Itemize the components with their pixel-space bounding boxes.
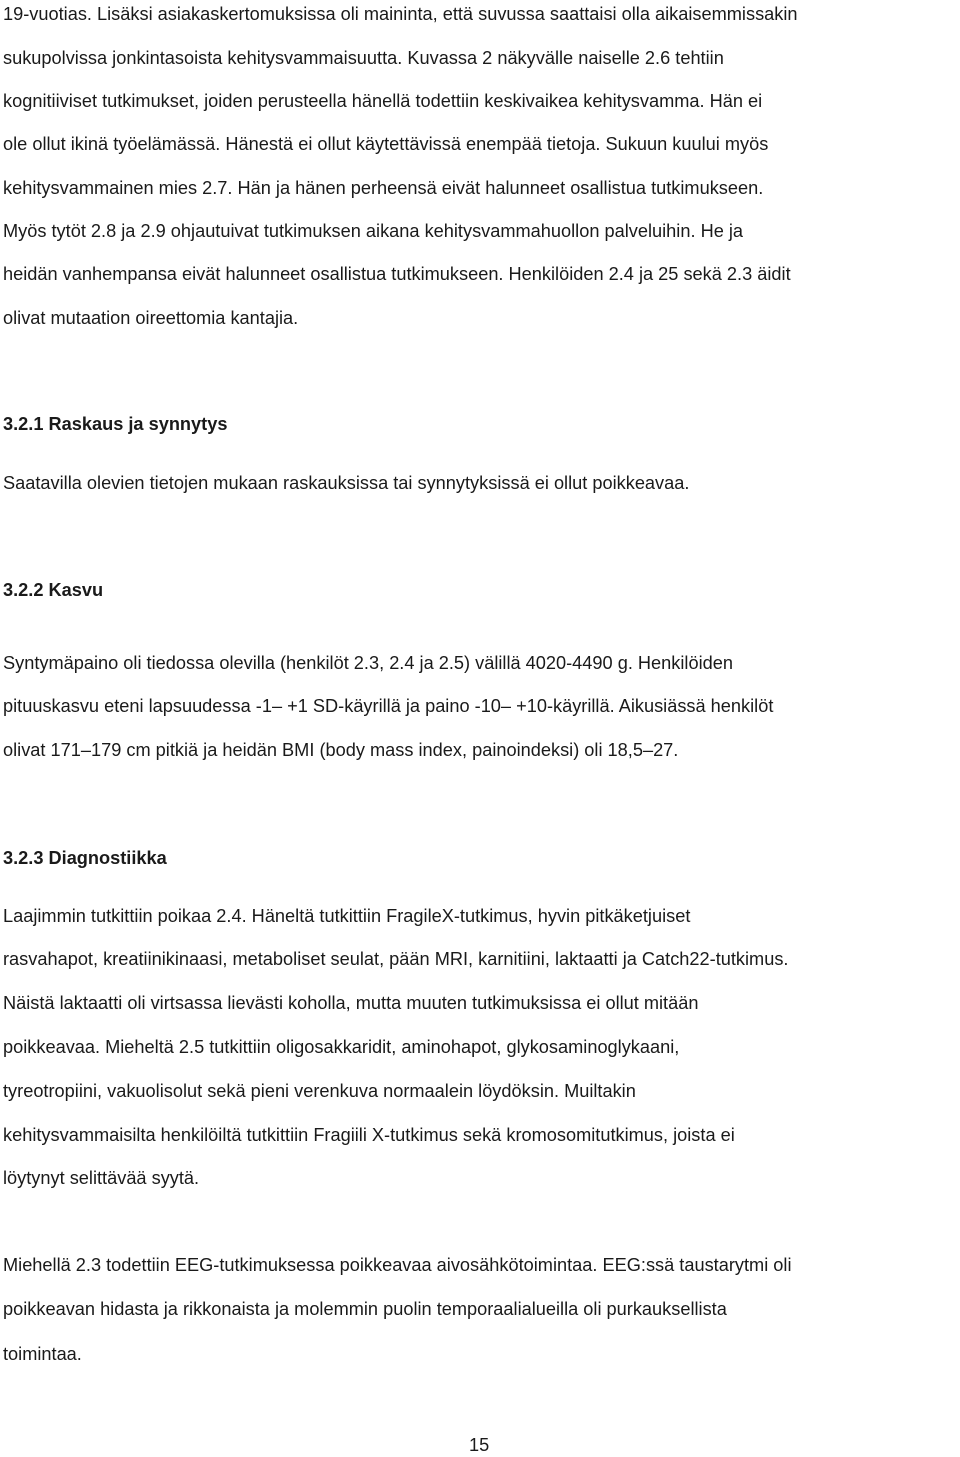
body-text-line: kehitysvammainen mies 2.7. Hän ja hänen perheensä eivät halunneet osallistua tutkimukseen. [3,178,764,198]
section-heading: 3.2.1 Raskaus ja synnytys [3,414,228,434]
body-text-line: Näistä laktaatti oli virtsassa lievästi koholla, mutta muuten tutkimuksissa ei ollut mitään [3,993,699,1013]
body-text-line: ole ollut ikinä työelämässä. Hänestä ei ollut käytettävissä enempää tietoja. Sukuun kuului myös [3,134,769,154]
body-text-line: poikkeavan hidasta ja rikkonaista ja molemmin puolin temporaalialueilla oli purkauksellista [3,1299,727,1319]
page-number: 15 [469,1435,490,1455]
body-text-line: Myös tytöt 2.8 ja 2.9 ohjautuivat tutkimuksen aikana kehitysvammahuollon palveluihin. He ja [3,221,744,241]
section-heading: 3.2.2 Kasvu [3,580,104,600]
body-text-line: tyreotropiini, vakuolisolut sekä pieni verenkuva normaalein löydöksin. Muiltakin [3,1081,636,1101]
body-text-line: Laajimmin tutkittiin poikaa 2.4. Häneltä tutkittiin FragileX-tutkimus, hyvin pitkäketjuiset [3,906,691,926]
body-text-line: sukupolvissa jonkintasoista kehitysvammaisuutta. Kuvassa 2 näkyvälle naiselle 2.6 tehtiin [3,48,724,68]
body-text-line: löytynyt selittävää syytä. [3,1168,200,1188]
body-text-line: heidän vanhempansa eivät halunneet osallistua tutkimukseen. Henkilöiden 2.4 ja 25 sekä 2.3 äidit [3,264,791,284]
body-text-line: kehitysvammaisilta henkilöiltä tutkittiin Fragiili X-tutkimus sekä kromosomitutkimus, joista ei [3,1125,735,1145]
body-text-line: 19-vuotias. Lisäksi asiakaskertomuksissa oli maininta, että suvussa saattaisi olla aikaisemmissakin [3,4,798,24]
body-text-line: poikkeavaa. Mieheltä 2.5 tutkittiin oligosakkaridit, aminohapot, glykosaminoglykaani, [3,1037,680,1057]
body-text-line: pituuskasvu eteni lapsuudessa -1– +1 SD-käyrillä ja paino -10– +10-käyrillä. Aikusiässä henkilöt [3,696,774,716]
body-text-line: rasvahapot, kreatiinikinaasi, metaboliset seulat, pään MRI, karnitiini, laktaatti ja Catch22-tutkimus. [3,949,789,969]
body-text-line: Syntymäpaino oli tiedossa olevilla (henkilöt 2.3, 2.4 ja 2.5) välillä 4020-4490 g. Henkilöiden [3,653,733,673]
body-text-line: Miehellä 2.3 todettiin EEG-tutkimuksessa poikkeavaa aivosähkötoimintaa. EEG:ssä taustarytmi oli [3,1255,792,1275]
body-text-line: toimintaa. [3,1344,82,1364]
body-text-line: Saatavilla olevien tietojen mukaan raskauksissa tai synnytyksissä ei ollut poikkeavaa. [3,473,690,493]
body-text-line: olivat 171–179 cm pitkiä ja heidän BMI (body mass index, painoindeksi) oli 18,5–27. [3,740,679,760]
section-heading: 3.2.3 Diagnostiikka [3,848,167,868]
body-text-line: olivat mutaation oireettomia kantajia. [3,308,299,328]
body-text-line: kognitiiviset tutkimukset, joiden perusteella hänellä todettiin keskivaikea kehitysvamma. Hän ei [3,91,763,111]
